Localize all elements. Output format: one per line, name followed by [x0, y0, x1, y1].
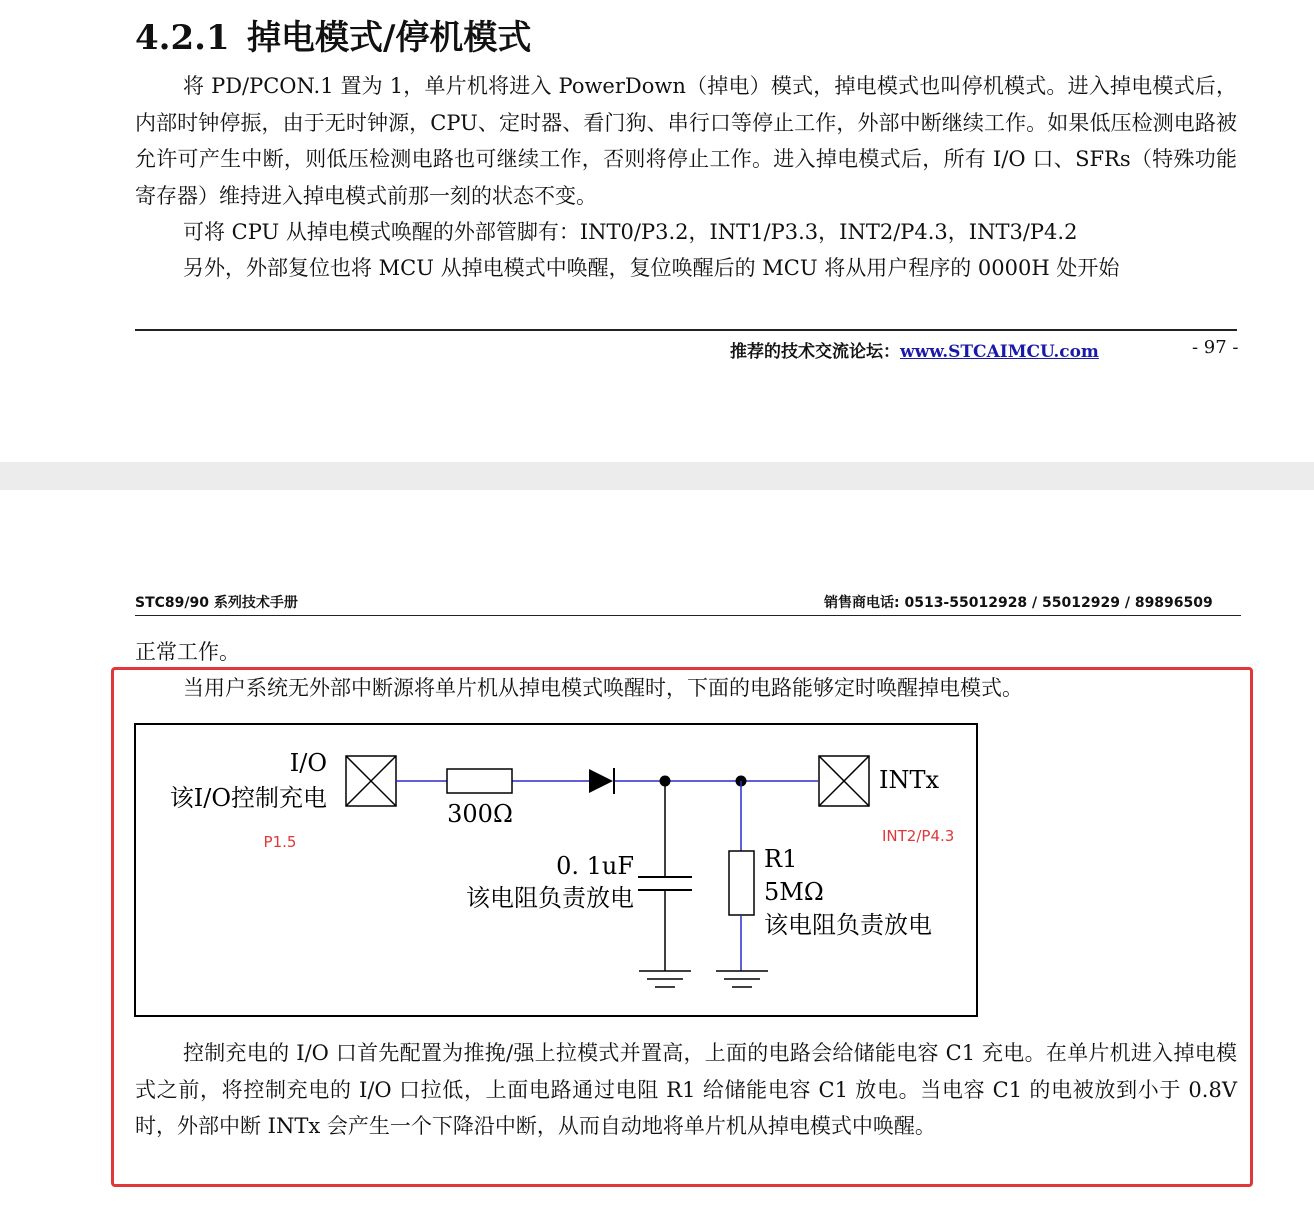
- circuit-explanation: 控制充电的 I/O 口首先配置为推挽/强上拉模式并置高，上面的电路会给储能电容 C1 充电。在单片机进入掉电模式之前，将控制充电的 I/O 口拉低，上面电路通过电阻 R1 给储能电容 C1 放电。当电容 C1 的电被放到小于 0.8V 时，外部中断 INTx 会产生一个下降沿中断，从而自动地将单片机从掉电模式中唤醒。: [135, 1041, 1237, 1138]
- continuation-text: 正常工作。: [135, 640, 240, 664]
- r1-value: 5MΩ: [764, 878, 824, 906]
- r1-description: 该电阻负责放电: [764, 911, 932, 939]
- paragraph-wakeup-pins: 可将 CPU 从掉电模式唤醒的外部管脚有：INT0/P3.2，INT1/P3.3，INT2/P4.3，INT3/P4.2: [183, 220, 1078, 244]
- section-title: 掉电模式/停机模式: [247, 18, 532, 58]
- diode-symbol: [589, 768, 614, 794]
- int-label: INTx: [879, 766, 940, 794]
- header-manual-title: STC89/90 系列技术手册: [135, 595, 298, 611]
- page-number: - 97 -: [1192, 337, 1239, 358]
- header-sales-phone: 销售商电话: 0513-55012928 / 55012929 / 89896509: [824, 595, 1213, 611]
- footer-label: 推荐的技术交流论坛：: [730, 342, 900, 362]
- capacitor-value: 0. 1uF: [556, 852, 634, 880]
- io-pin-symbol: [346, 756, 396, 806]
- ground-r1-icon: [716, 971, 768, 987]
- int-pin-symbol: [819, 756, 869, 806]
- resistor-300-symbol: [447, 769, 512, 793]
- forum-link[interactable]: www.STCAIMCU.com: [900, 342, 1099, 362]
- io-label: I/O: [289, 749, 327, 777]
- int-pin-annotation: INT2/P4.3: [882, 827, 955, 845]
- capacitor-description: 该电阻负责放电: [466, 884, 634, 912]
- ground-capacitor-icon: [639, 971, 691, 987]
- circuit-intro: 当用户系统无外部中断源将单片机从掉电模式唤醒时，下面的电路能够定时唤醒掉电模式。: [183, 676, 1023, 700]
- paragraph-reset-wakeup: 另外，外部复位也将 MCU 从掉电模式中唤醒，复位唤醒后的 MCU 将从用户程序的 0000H 处开始: [183, 256, 1120, 280]
- io-description: 该I/O控制充电: [169, 784, 327, 812]
- section-number: 4.2.1: [135, 18, 230, 58]
- io-pin-annotation: P1.5: [263, 833, 297, 851]
- paragraph-powerdown: 将 PD/PCON.1 置为 1，单片机将进入 PowerDown（掉电）模式，掉电模式也叫停机模式。进入掉电模式后，内部时钟停振，由于无时钟源，CPU、定时器、看门狗、串行口等停止工作，外部中断继续工作。如果低压检测电路被允许可产生中断，则低压检测电路也可继续工作，否则将停止工作。进入掉电模式后，所有 I/O 口、SFRs（特殊功能寄存器）维持进入掉电模式前那一刻的状态不变。: [135, 74, 1237, 208]
- r1-name: R1: [764, 845, 798, 873]
- capacitor-c1-symbol: [638, 877, 692, 890]
- resistor-300-label: 300Ω: [447, 800, 513, 828]
- resistor-r1-symbol: [729, 851, 754, 915]
